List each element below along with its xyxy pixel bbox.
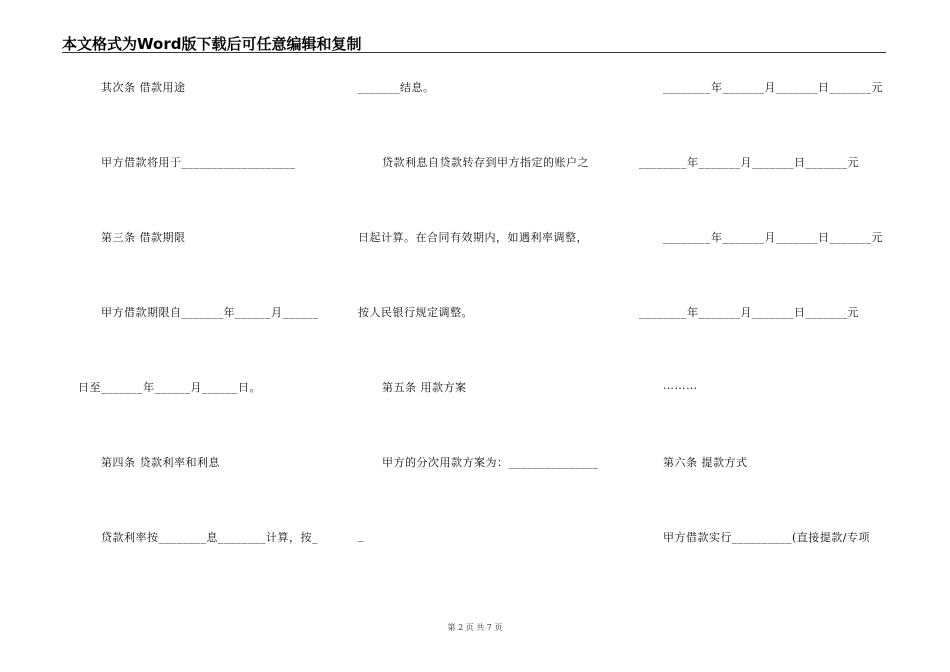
col3-line-2: ________年_______月_______日_______元: [639, 156, 859, 169]
col1-line-6: 第四条 贷款利率和利息: [101, 456, 220, 469]
col3-line-6: 第六条 提款方式: [663, 456, 748, 469]
col3-line-7: 甲方借款实行__________(直接提款/专项: [663, 531, 870, 544]
col1-line-1: 其次条 借款用途: [101, 81, 186, 94]
col1-line-7: 贷款利率按________息________计算，按_: [101, 531, 318, 544]
header-divider: [62, 52, 886, 53]
col1-line-4: 甲方借款期限自_______年______月______: [101, 306, 319, 319]
col3-line-3: ________年_______月_______日_______元: [663, 231, 883, 244]
col2-line-5: 第五条 用款方案: [382, 381, 467, 394]
col1-line-3: 第三条 借款期限: [101, 231, 186, 244]
page-header-title: 本文格式为Word版下载后可任意编辑和复制: [62, 35, 362, 53]
col2-line-6: 甲方的分次用款方案为：_______________: [382, 456, 599, 469]
col1-line-2: 甲方借款将用于___________________: [101, 156, 296, 169]
col2-line-3: 日起计算。在合同有效期内，如遇利率调整，: [358, 231, 588, 244]
col2-line-7: _: [358, 529, 364, 542]
col3-line-1: ________年_______月_______日_______元: [663, 81, 883, 94]
col1-line-5: 日至_______年______月______日。: [78, 381, 261, 394]
col2-line-2: 贷款利息自贷款转存到甲方指定的账户之: [382, 156, 589, 169]
col3-line-5: ………: [663, 379, 698, 392]
page-number-footer: 第 2 页 共 7 页: [447, 623, 503, 632]
col2-line-4: 按人民银行规定调整。: [358, 306, 473, 319]
col3-line-4: ________年_______月_______日_______元: [639, 306, 859, 319]
col2-line-1: _______结息。: [358, 81, 435, 94]
